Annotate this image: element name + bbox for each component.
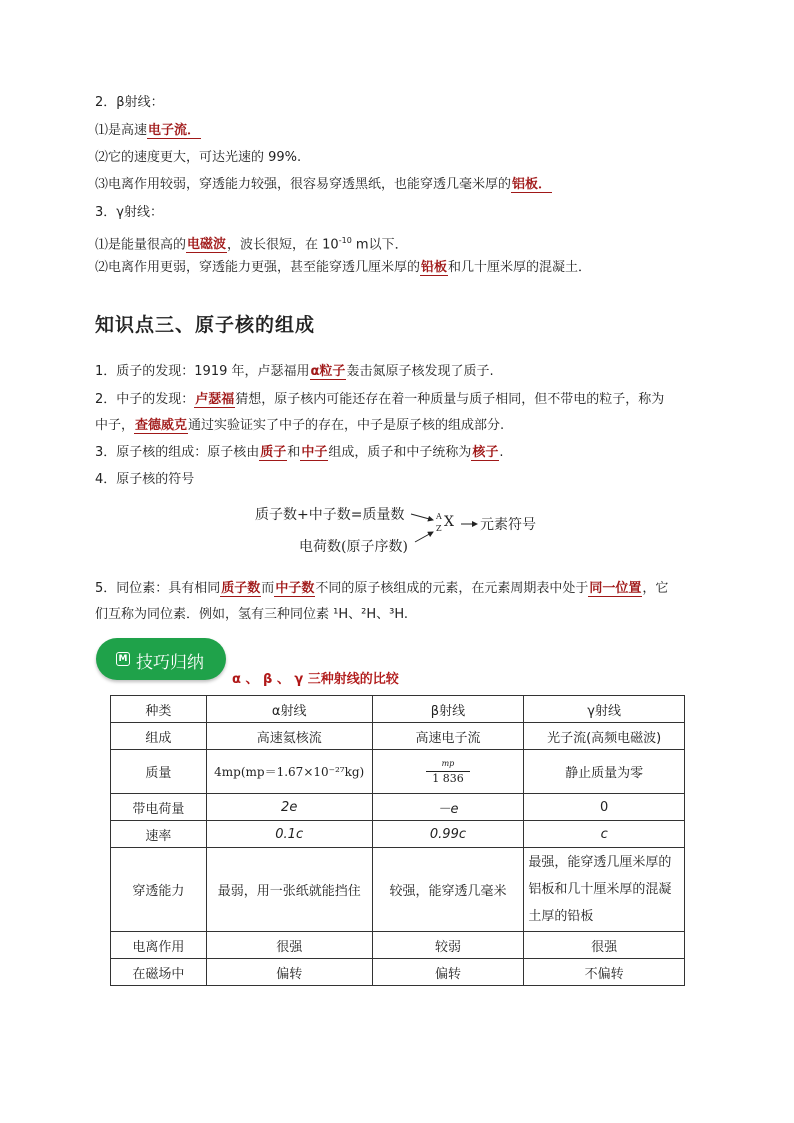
table-cell: 质量 [111, 750, 207, 794]
table-cell [372, 750, 524, 794]
item-4: 4．原子核的符号 [95, 472, 195, 487]
nucleus-symbol-diagram [255, 500, 555, 560]
table-cell: 最强，能穿透几厘米厚的铝板和几十厘米厚的混凝土厚的铅板 [524, 848, 685, 932]
table-cell: 在磁场中 [111, 959, 207, 986]
gamma-heading: 3．γ射线： [95, 205, 163, 220]
blank-answer: 核子 [472, 445, 499, 460]
table-row [111, 696, 685, 723]
item-1: 1．质子的发现：1919 年，卢瑟福用α粒子轰击氮原子核发现了质子. [95, 364, 494, 379]
table-row [111, 932, 685, 959]
fraction-numerator: mp [441, 759, 455, 768]
beta-heading: 2．β射线： [95, 95, 164, 110]
blank-answer: 查德威克 [135, 418, 188, 433]
table-cell: 最弱，用一张纸就能挡住 [206, 848, 372, 932]
section-title: 知识点三、原子核的组成 [95, 314, 316, 336]
table-cell: 很强 [206, 932, 372, 959]
blank-answer: 中子数 [275, 581, 315, 596]
beta-line-3: ⑶电离作用较弱，穿透能力较强，很容易穿透黑纸，也能穿透几毫米厚的铝板． [95, 177, 552, 192]
table-cell: 高速电子流 [372, 723, 524, 750]
gamma-line-1: ⑴是能量很高的电磁波，波长很短，在 $10^{-10}$ m以下． [95, 236, 408, 253]
table-cell: α射线 [206, 696, 372, 723]
blank-answer: α粒子 [310, 364, 346, 379]
charge-number-label: 电荷数(原子序数) [299, 539, 408, 555]
blank-answer: 铅板 [421, 260, 448, 275]
table-row [111, 848, 685, 932]
table-cell: 4mp(mp＝1.67×10⁻²⁷kg) [206, 750, 372, 794]
item-3: 3．原子核的组成：原子核由质子和中子组成，质子和中子统称为核子. [95, 445, 504, 460]
table-row [111, 794, 685, 821]
table-cell: 光子流(高频电磁波) [524, 723, 685, 750]
blank-answer: 卢瑟福 [195, 392, 235, 407]
blank-answer: 电子流． [148, 123, 201, 138]
table-row [111, 821, 685, 848]
table-cell: 很强 [524, 932, 685, 959]
table-row [111, 750, 685, 794]
table-cell: 较弱 [372, 932, 524, 959]
table-cell: 种类 [111, 696, 207, 723]
symbol-a: A [436, 512, 442, 521]
table-cell: 偏转 [206, 959, 372, 986]
table-cell: 速率 [111, 821, 207, 848]
table-row [111, 959, 685, 986]
table-cell: 不偏转 [524, 959, 685, 986]
symbol-z: Z [436, 524, 442, 533]
symbol-x: X [444, 514, 454, 530]
gamma-line-2: ⑵电离作用更弱，穿透能力更强，甚至能穿透几厘米厚的铅板和几十厘米厚的混凝土． [95, 260, 592, 275]
arrow-mass [411, 514, 433, 520]
ray-comparison-table [110, 695, 685, 986]
fraction-denominator: 1 836 [432, 772, 464, 785]
blank-answer: 电磁波 [187, 237, 227, 253]
beta-line-1: ⑴是高速电子流． [95, 123, 201, 138]
table-title: α 、 β 、 γ 三种射线的比较 [232, 672, 399, 687]
table-cell: γ射线 [524, 696, 685, 723]
item-5-cont: 们互称为同位素．例如，氢有三种同位素 ¹H、²H、³H. [95, 607, 408, 622]
tips-icon: M [116, 652, 130, 666]
table-cell: 0.99c [372, 821, 524, 848]
mass-number-label: 质子数+中子数=质量数 [255, 507, 405, 523]
tips-badge [96, 638, 226, 680]
element-symbol-label: 元素符号 [480, 517, 536, 533]
beta-line-2: ⑵它的速度更大，可达光速的 99%. [95, 150, 302, 165]
table-row [111, 723, 685, 750]
blank-answer: 中子 [301, 445, 328, 460]
table-cell: 静止质量为零 [524, 750, 685, 794]
blank-answer: 同一位置 [589, 581, 642, 596]
table-cell: 带电荷量 [111, 794, 207, 821]
blank-answer: 质子 [260, 445, 287, 460]
table-cell: －e [372, 794, 524, 821]
table-cell: 组成 [111, 723, 207, 750]
arrow-charge [415, 532, 433, 542]
blank-answer: 铝板． [512, 177, 552, 192]
table-cell: 0.1c [206, 821, 372, 848]
item-2: 2．中子的发现：卢瑟福猜想，原子核内可能还存在着一种质量与质子相同，但不带电的粒子，称为 [95, 392, 665, 407]
table-cell: 2e [206, 794, 372, 821]
table-cell: c [524, 821, 685, 848]
table-cell: 高速氦核流 [206, 723, 372, 750]
item-5: 5．同位素：具有相同质子数而中子数不同的原子核组成的元素，在元素周期表中处于同一位置，它 [95, 581, 669, 596]
table-cell: β射线 [372, 696, 524, 723]
table-cell: 电离作用 [111, 932, 207, 959]
table-cell: 较强，能穿透几毫米 [372, 848, 524, 932]
table-cell: 穿透能力 [111, 848, 207, 932]
blank-answer: 质子数 [221, 581, 261, 596]
item-2-cont: 中子，查德威克通过实验证实了中子的存在，中子是原子核的组成部分. [95, 418, 505, 433]
table-cell: 偏转 [372, 959, 524, 986]
tips-label: 技巧归纳 [136, 653, 204, 673]
table-cell: 0 [524, 794, 685, 821]
